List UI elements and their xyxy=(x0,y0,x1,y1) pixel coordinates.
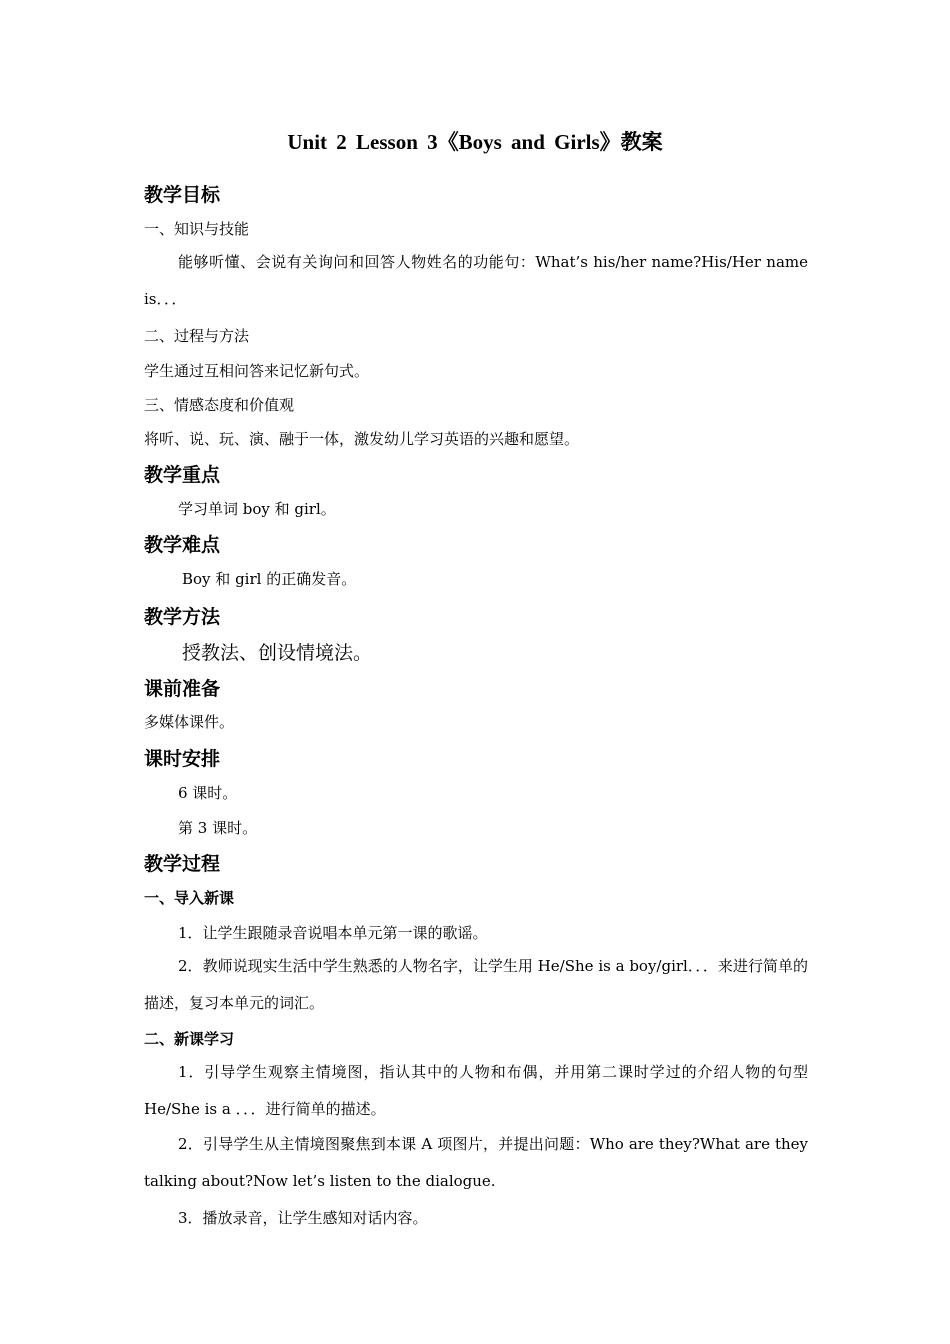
subheading-introduction: 一、导入新课 xyxy=(144,889,235,907)
subheading-attitude-values: 三、情感态度和价值观 xyxy=(144,396,295,414)
paragraph-process-method: 学生通过互相问答来记忆新句式。 xyxy=(144,362,370,380)
list-item-new-lesson-1 xyxy=(144,1054,808,1128)
subheading-knowledge-skills: 一、知识与技能 xyxy=(144,220,250,238)
paragraph-key-points: 学习单词 boy 和 girl。 xyxy=(178,500,336,518)
paragraph-preparation: 多媒体课件。 xyxy=(144,713,235,731)
paragraph-schedule-current: 第 3 课时。 xyxy=(178,819,258,837)
paragraph-difficulties: Boy 和 girl 的正确发音。 xyxy=(182,570,357,588)
list-item-introduction-1: 1．让学生跟随录音说唱本单元第一课的歌谣。 xyxy=(178,924,488,942)
paragraph-attitude-values: 将听、说、玩、演、融于一体，激发幼儿学习英语的兴趣和愿望。 xyxy=(144,430,580,448)
list-item-text: 1．引导学生观察主情境图，指认其中的人物和布偶，并用第二课时学过的介绍人物的句型 He/She is a ．．．进行简单的描述。 xyxy=(144,1063,808,1118)
paragraph-text: 能够听懂、会说有关询问和回答人物姓名的功能句：What’s his/her name?His/Her name is．．． xyxy=(144,253,808,308)
list-item-new-lesson-2 xyxy=(144,1126,808,1200)
paragraph-methods: 授教法、创设情境法。 xyxy=(182,642,373,664)
heading-process: 教学过程 xyxy=(144,853,221,875)
heading-schedule: 课时安排 xyxy=(144,748,221,770)
list-item-text: 2．引导学生从主情境图聚焦到本课 A 项图片，并提出问题：Who are they?What are they talking about?Now let’s listen to the dialogue. xyxy=(144,1135,808,1190)
heading-preparation: 课前准备 xyxy=(144,678,221,700)
subheading-process-method: 二、过程与方法 xyxy=(144,327,250,345)
document-title: Unit 2 Lesson 3《Boys and Girls》教案 xyxy=(287,130,663,154)
heading-difficulties: 教学难点 xyxy=(144,534,221,556)
heading-methods: 教学方法 xyxy=(144,606,221,628)
heading-key-points: 教学重点 xyxy=(144,464,221,486)
heading-objectives: 教学目标 xyxy=(144,184,221,206)
paragraph-knowledge-skills xyxy=(144,244,808,318)
paragraph-schedule-total: 6 课时。 xyxy=(178,784,238,802)
list-item-introduction-2 xyxy=(144,948,808,1022)
subheading-new-lesson: 二、新课学习 xyxy=(144,1030,235,1048)
list-item-new-lesson-3: 3．播放录音，让学生感知对话内容。 xyxy=(178,1209,428,1227)
list-item-text: 2．教师说现实生活中学生熟悉的人物名字，让学生用 He/She is a boy/girl．．．来进行简单的描述，复习本单元的词汇。 xyxy=(144,957,808,1012)
